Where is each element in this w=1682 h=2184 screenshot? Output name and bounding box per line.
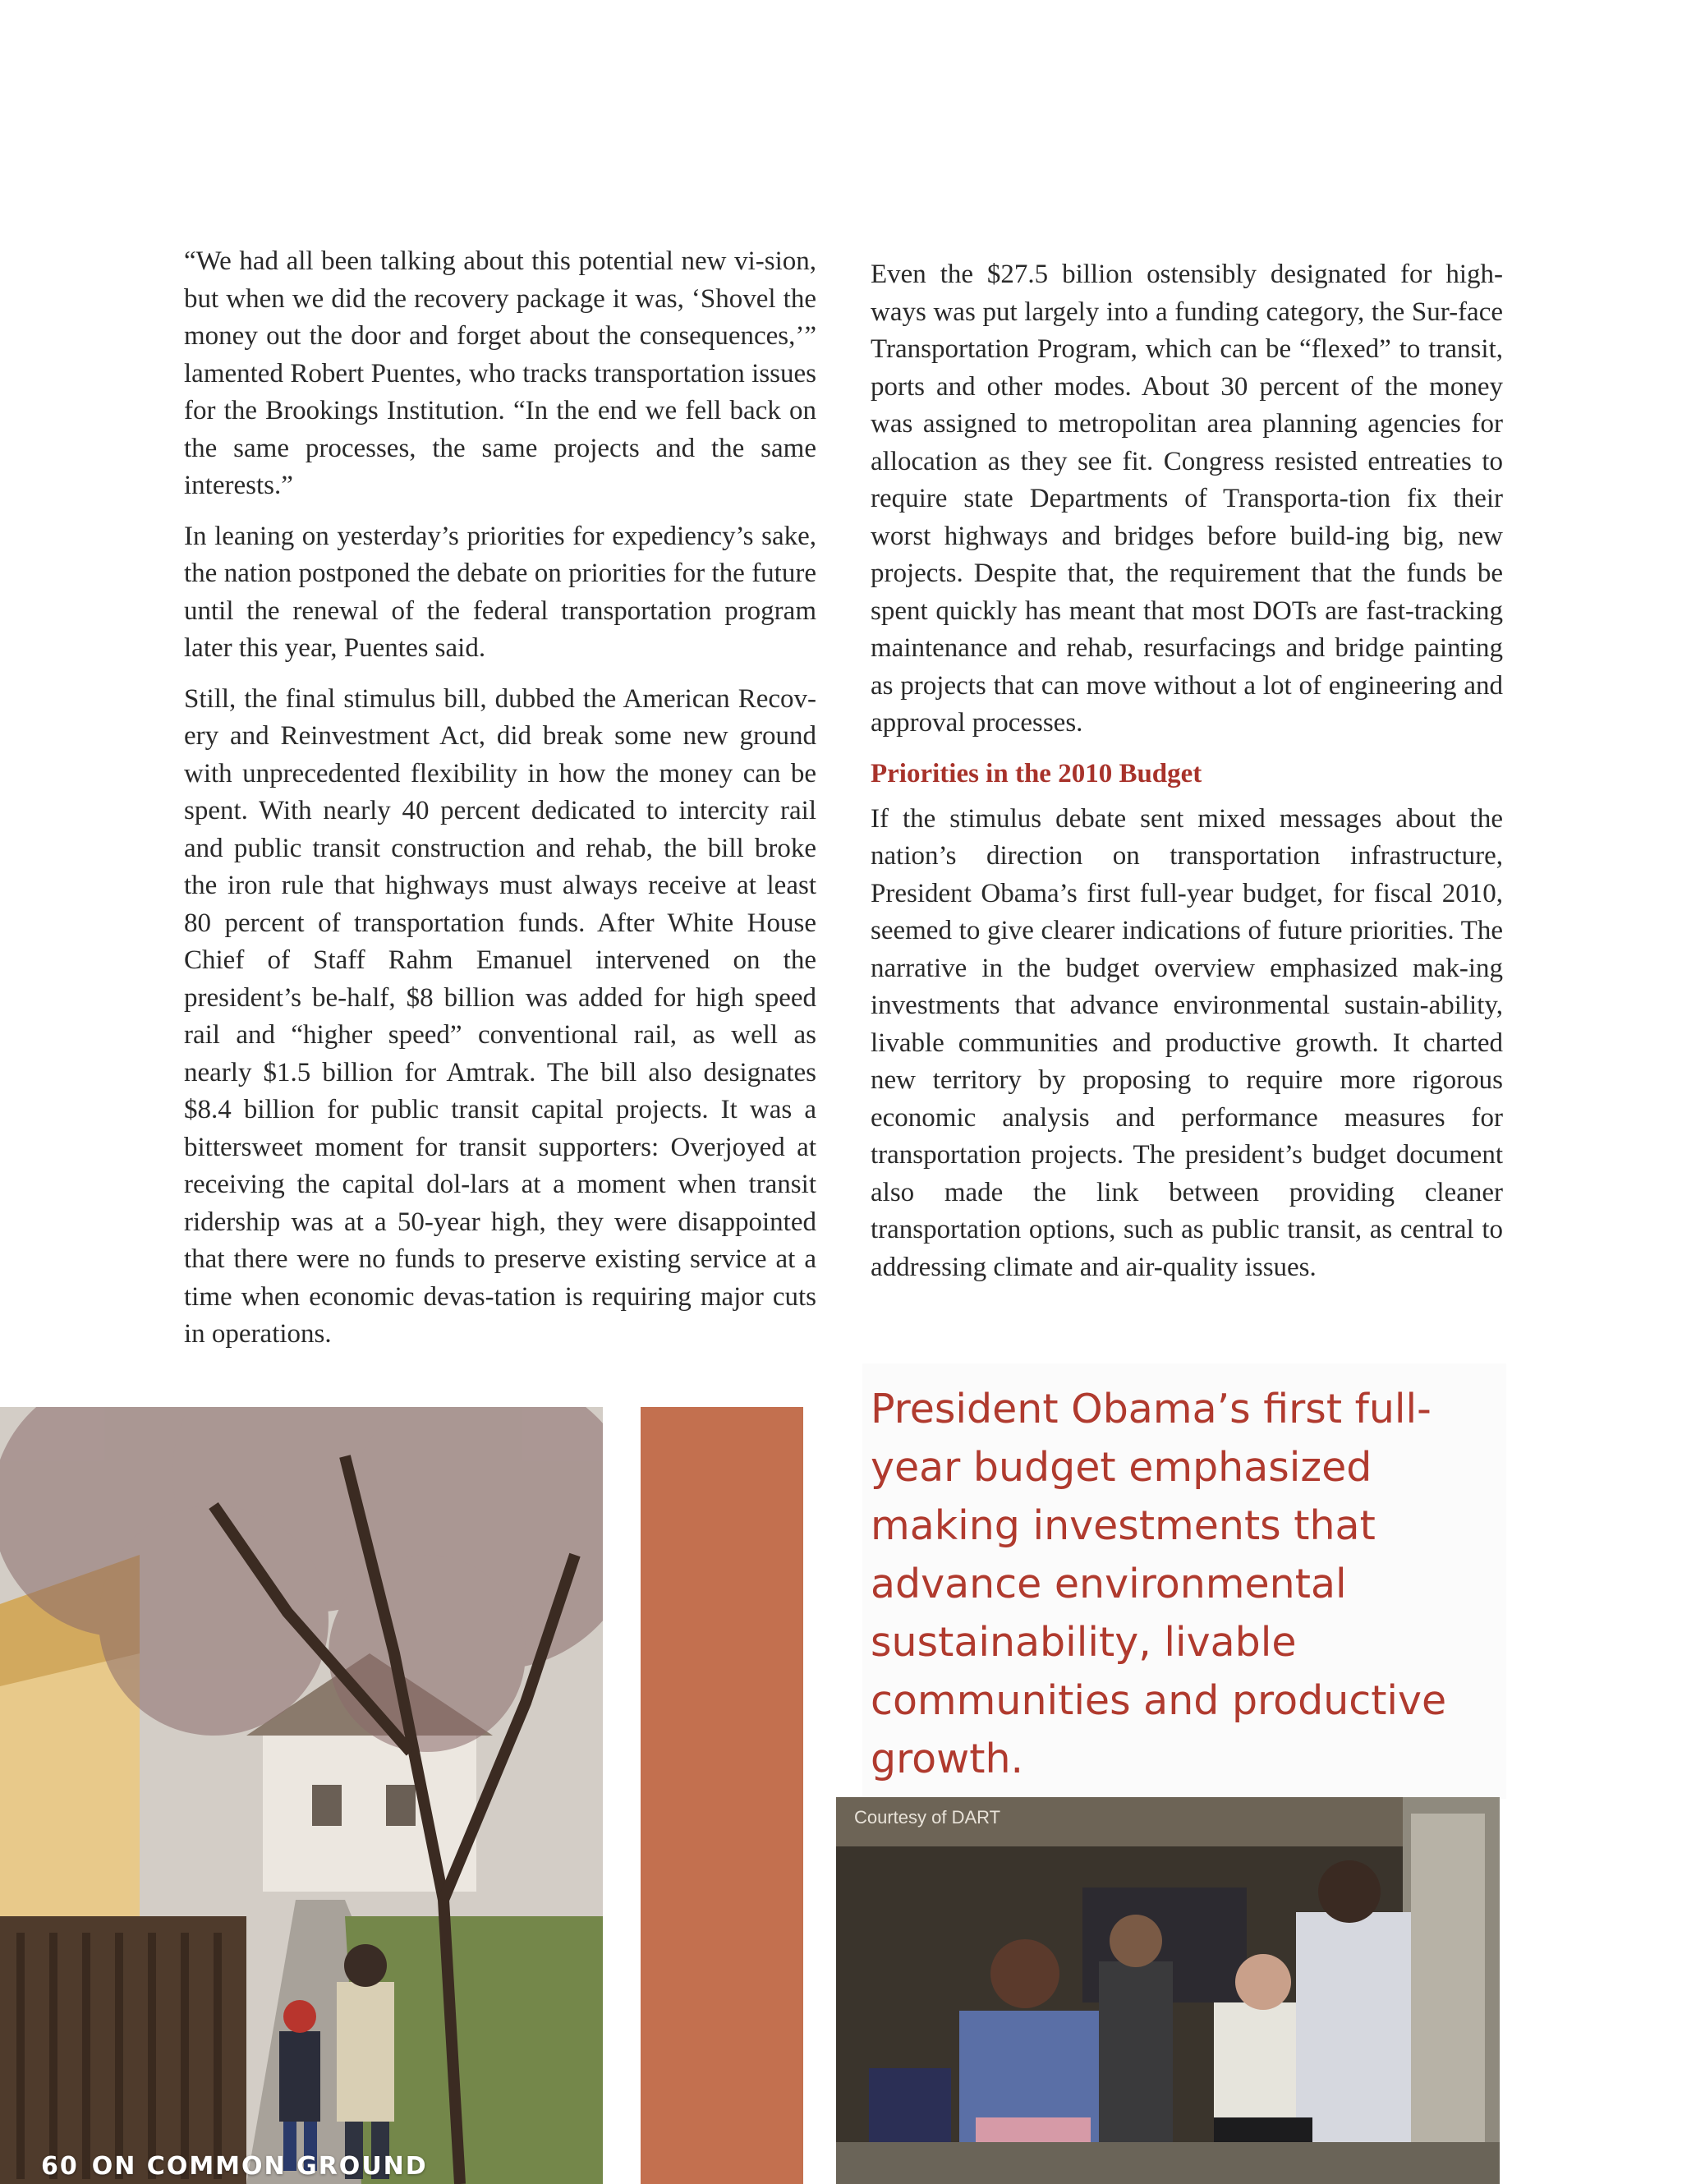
street-scene-photo bbox=[0, 1407, 603, 2184]
publication-name: ON COMMON GROUND bbox=[91, 2152, 428, 2181]
decorative-color-bar bbox=[641, 1407, 803, 2184]
right-article-column bbox=[871, 256, 1503, 1299]
page-number: 60 bbox=[41, 2152, 79, 2181]
pull-quote: President Obama’s first full-year budget emphasized making investments that advance environmental sustainability, livable communities and productive growth. bbox=[871, 1386, 1447, 1782]
paragraph: In leaning on yesterday’s priorities for expediency’s sake, the nation postponed the debate on priorities for the future until the renewal of the federal transportation program later this year, Puentes said. bbox=[184, 521, 816, 663]
paragraph: If the stimulus debate sent mixed messages about the nation’s direction on transportation infrastructure, President Obama’s first full-year budget, for fiscal 2010, seemed to give clearer indications of future priorities. The narrative in the budget overview emphasized mak-ing investments that advance environmental sustain-ability, livable communities and productive growth. It charted new territory by proposing to require more rigorous economic analysis and performance measures for transportation projects. The president’s budget document also made the link between providing cleaner transportation options, such as public transit, as central to addressing climate and air-quality issues. bbox=[871, 803, 1503, 1282]
train-interior-illustration bbox=[836, 1797, 1500, 2184]
page-footer bbox=[41, 2152, 428, 2181]
section-heading: Priorities in the 2010 Budget bbox=[871, 758, 1202, 789]
train-interior-photo bbox=[836, 1797, 1500, 2184]
left-article-column bbox=[184, 243, 816, 1367]
paragraph: “We had all been talking about this potential new vi-sion, but when we did the recovery package it was, ‘Shovel the money out the door and forget about the consequences,’” lamented Robert Puentes, who tracks transportation issues for the Brookings Institution. “In the end we fell back on the same processes, the same projects and the same interests.” bbox=[184, 246, 816, 500]
paragraph: Still, the final stimulus bill, dubbed the American Recov-ery and Reinvestment Act, did break some new ground with unprecedented flexibility in how the money can be spent. With nearly 40 percent dedicated to intercity rail and public transit construction and rehab, the bill broke the iron rule that highways must always receive at least 80 percent of transportation funds. After White House Chief of Staff Rahm Emanuel intervened on the president’s be-half, $8 billion was added for high speed rail and “higher speed” conventional rail, as well as nearly $1.5 billion for Amtrak. The bill also designates $8.4 billion for public transit capital projects. It was a bittersweet moment for transit supporters: Overjoyed at receiving the capital dol-lars at a moment when transit ridership was at a 50-year high, they were disappointed that there were no funds to preserve existing service at a time when economic devas-tation is requiring major cuts in operations. bbox=[184, 683, 816, 1349]
paragraph: Even the $27.5 billion ostensibly designated for high-ways was put largely into a funding category, the Sur-face Transportation Program, which can be “flexed” to transit, ports and other modes. About 30 percent of the money was assigned to metropolitan area planning agencies for allocation as they see fit. Congress resisted entreaties to require state Departments of Transporta-tion fix their worst highways and bridges before build-ing big, new projects. Despite that, the requirement that the funds be spent quickly has meant that most DOTs are fast-tracking maintenance and rehab, resurfacings and bridge painting as projects that can move without a lot of engineering and approval processes. bbox=[871, 260, 1503, 738]
street-scene-illustration bbox=[0, 1407, 603, 2184]
photo-credit: Courtesy of DART bbox=[854, 1807, 1001, 1828]
